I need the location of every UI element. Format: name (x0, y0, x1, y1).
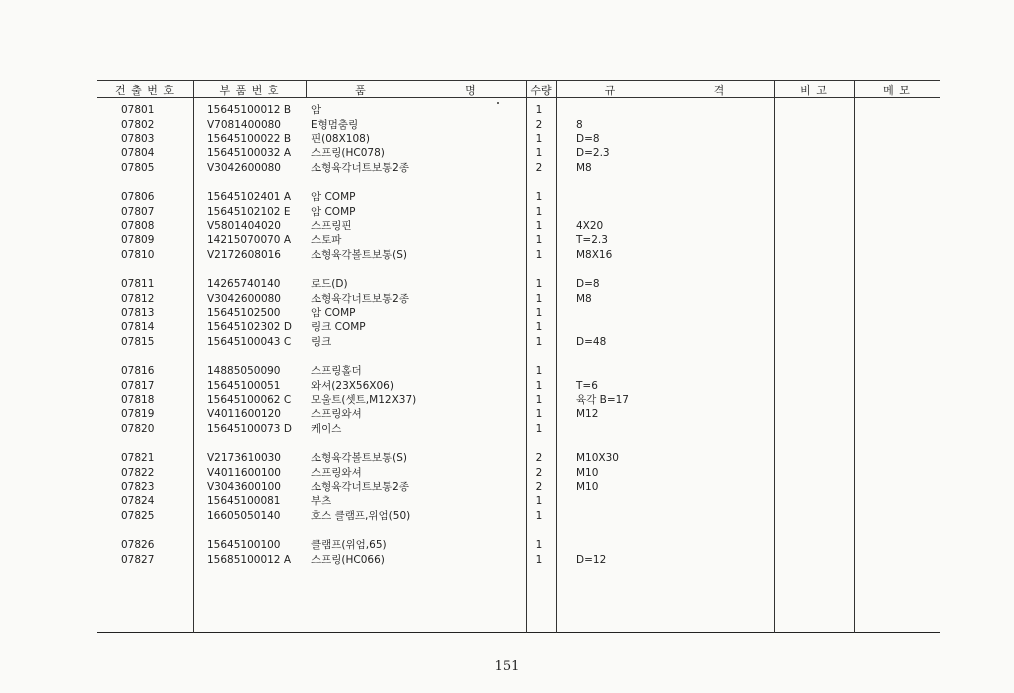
cell-part: 15645102401 A (207, 191, 292, 203)
cell-spec: D=8 (576, 133, 600, 145)
cell-spec (576, 103, 766, 117)
cell-part: 15645102302 D (207, 321, 292, 333)
cell-qty: 1 (535, 191, 543, 203)
cell-qty: 1 (535, 278, 543, 290)
cell-no: 07801 (121, 104, 155, 116)
cell-qty: 2 (535, 481, 543, 493)
cell-part: V3043600100 (207, 481, 281, 493)
cell-no: 07818 (121, 394, 155, 406)
cell-qty: 1 (535, 206, 543, 218)
cell-qty: 1 (535, 234, 543, 246)
cell-name: 와셔(23X56X06) (311, 380, 394, 392)
cell-qty: 1 (535, 321, 543, 333)
cell-name: 소형육각너트보통2종 (311, 293, 409, 305)
cell-spec: 4X20 (576, 220, 604, 232)
cell-spec: D=12 (576, 554, 607, 566)
header-remark (774, 83, 854, 97)
cell-part: 15645100100 (207, 539, 281, 551)
cell-name: 모울트(셋트,M12X37) (311, 394, 417, 406)
cell-qty: 1 (535, 408, 543, 420)
cell-part: 15645100022 B (207, 133, 292, 145)
cell-part: 15645100043 C (207, 336, 292, 348)
cell-qty: 1 (535, 307, 543, 319)
cell-spec (576, 494, 766, 508)
cell-qty: 1 (535, 539, 543, 551)
cell-name: 스프링핀 (311, 220, 352, 232)
header-memo (854, 83, 940, 97)
header-remark-label: 비 고 (800, 84, 828, 97)
cell-qty: 2 (535, 119, 543, 131)
cell-no: 07805 (121, 162, 155, 174)
column-divider (556, 80, 557, 633)
cell-qty: 2 (535, 162, 543, 174)
cell-qty: 1 (535, 554, 543, 566)
cell-no: 07802 (121, 119, 155, 131)
cell-no: 07812 (121, 293, 155, 305)
column-divider (193, 80, 194, 633)
cell-part: 14265740140 (207, 278, 281, 290)
cell-qty: 1 (535, 249, 543, 261)
column-divider (854, 80, 855, 633)
cell-name: E형멈춤링 (311, 119, 359, 131)
cell-no: 07810 (121, 249, 155, 261)
table-bottom-rule (97, 632, 940, 633)
cell-no: 07817 (121, 380, 155, 392)
cell-spec: M10 (576, 481, 599, 493)
cell-part: V4011600100 (207, 467, 281, 479)
header-memo-label: 메 모 (883, 84, 911, 97)
cell-part: 15685100012 A (207, 554, 292, 566)
cell-spec: 8 (576, 119, 583, 131)
cell-no: 07820 (121, 423, 155, 435)
cell-part: 15645102500 (207, 307, 281, 319)
cell-no: 07822 (121, 467, 155, 479)
cell-name: 스프링와셔 (311, 408, 362, 420)
cell-qty: 1 (535, 147, 543, 159)
header-part (193, 83, 306, 97)
cell-part: V2172608016 (207, 249, 281, 261)
cell-no: 07804 (121, 147, 155, 159)
cell-qty: 1 (535, 510, 543, 522)
cell-qty: 2 (535, 467, 543, 479)
cell-part: 15645100032 A (207, 147, 292, 159)
header-spec (556, 83, 774, 97)
cell-qty: 1 (535, 394, 543, 406)
cell-name: 소형육각볼트보통(S) (311, 452, 408, 464)
cell-name: 소형육각너트보통2종 (311, 162, 409, 174)
cell-part: 14885050090 (207, 365, 281, 377)
cell-name: 암 COMP (311, 307, 356, 319)
cell-no: 07811 (121, 278, 155, 290)
cell-name: 부츠 (311, 495, 332, 507)
cell-name: 소형육각볼트보통(S) (311, 249, 408, 261)
cell-spec: M12 (576, 408, 599, 420)
cell-name: 암 COMP (311, 206, 356, 218)
cell-name: 케이스 (311, 423, 342, 435)
cell-spec (576, 320, 766, 334)
cell-spec: D=48 (576, 336, 607, 348)
cell-no: 07827 (121, 554, 155, 566)
cell-part: 16605050140 (207, 510, 281, 522)
cell-qty: 2 (535, 452, 543, 464)
cell-spec: M8 (576, 293, 592, 305)
cell-name: 암 (311, 104, 322, 116)
header-no-label: 건 출 번 호 (115, 84, 175, 97)
cell-spec: D=2.3 (576, 147, 610, 159)
cell-name: 암 COMP (311, 191, 356, 203)
cell-no: 07821 (121, 452, 155, 464)
cell-part: V4011600120 (207, 408, 281, 420)
cell-spec: M10X30 (576, 452, 619, 464)
cell-spec: T=6 (576, 380, 598, 392)
cell-no: 07809 (121, 234, 155, 246)
cell-qty: 1 (535, 365, 543, 377)
cell-part: V5801404020 (207, 220, 281, 232)
header-spec-left: 규 (604, 84, 617, 97)
cell-no: 07806 (121, 191, 155, 203)
cell-name: 스프링와셔 (311, 467, 362, 479)
cell-no: 07824 (121, 495, 155, 507)
cell-part: 15645100062 C (207, 394, 292, 406)
cell-part: V2173610030 (207, 452, 281, 464)
cell-part: V3042600080 (207, 293, 281, 305)
cell-spec (576, 190, 766, 204)
cell-name: 링크 COMP (311, 321, 366, 333)
page-number: 151 (494, 659, 520, 674)
cell-name: 스프링(HC066) (311, 554, 385, 566)
cell-no: 07803 (121, 133, 155, 145)
cell-spec: 육각 B=17 (576, 394, 629, 406)
cell-spec (576, 509, 766, 523)
cell-part: V3042600080 (207, 162, 281, 174)
header-spec-right: 격 (713, 84, 726, 97)
header-qty (526, 83, 556, 97)
column-divider (774, 80, 775, 633)
cell-name: 스프링(HC078) (311, 147, 385, 159)
cell-no: 07823 (121, 481, 155, 493)
cell-no: 07825 (121, 510, 155, 522)
cell-no: 07819 (121, 408, 155, 420)
cell-spec: D=8 (576, 278, 600, 290)
cell-part: 15645102102 E (207, 206, 291, 218)
cell-qty: 1 (535, 380, 543, 392)
header-qty-label: 수량 (530, 84, 552, 97)
cell-part: V7081400080 (207, 119, 281, 131)
cell-qty: 1 (535, 336, 543, 348)
table-top-rule (97, 80, 940, 81)
cell-no: 07807 (121, 206, 155, 218)
cell-no: 07816 (121, 365, 155, 377)
header-no (97, 83, 193, 97)
cell-spec: T=2.3 (576, 234, 608, 246)
cell-qty: 1 (535, 495, 543, 507)
cell-no: 07826 (121, 539, 155, 551)
cell-spec (576, 422, 766, 436)
cell-name: 링크 (311, 336, 332, 348)
cell-part: 15645100012 B (207, 104, 292, 116)
cell-name: 호스 클램프,위엄(50) (311, 510, 411, 522)
cell-part: 15645100051 (207, 380, 281, 392)
cell-name: 클램프(위엄,65) (311, 539, 387, 551)
header-part-label: 부 품 번 호 (219, 84, 280, 97)
cell-qty: 1 (535, 423, 543, 435)
cell-spec: M8 (576, 162, 592, 174)
cell-spec: M8X16 (576, 249, 613, 261)
cell-part: 15645100073 D (207, 423, 292, 435)
cell-qty: 1 (535, 220, 543, 232)
cell-spec (576, 364, 766, 378)
cell-part: 15645100081 (207, 495, 281, 507)
cell-spec (576, 306, 766, 320)
cell-name: 스프링홀더 (311, 365, 362, 377)
cell-name: 스토파 (311, 234, 342, 246)
cell-spec: M10 (576, 467, 599, 479)
cell-name: 소형육각너트보통2종 (311, 481, 409, 493)
header-name-right: 명 (465, 84, 477, 97)
cell-name: 로드(D) (311, 278, 348, 290)
cell-name: 핀(08X108) (311, 133, 370, 145)
cell-spec (576, 538, 766, 552)
cell-no: 07814 (121, 321, 155, 333)
cell-qty: 1 (535, 293, 543, 305)
header-name-left: 품 (355, 84, 367, 97)
cell-no: 07813 (121, 307, 155, 319)
cell-no: 07815 (121, 336, 155, 348)
column-divider (526, 80, 527, 633)
cell-spec (576, 205, 766, 219)
cell-part: 14215070070 A (207, 234, 292, 246)
cell-qty: 1 (535, 104, 543, 116)
cell-no: 07808 (121, 220, 155, 232)
header-name (306, 83, 526, 97)
cell-qty: 1 (535, 133, 543, 145)
